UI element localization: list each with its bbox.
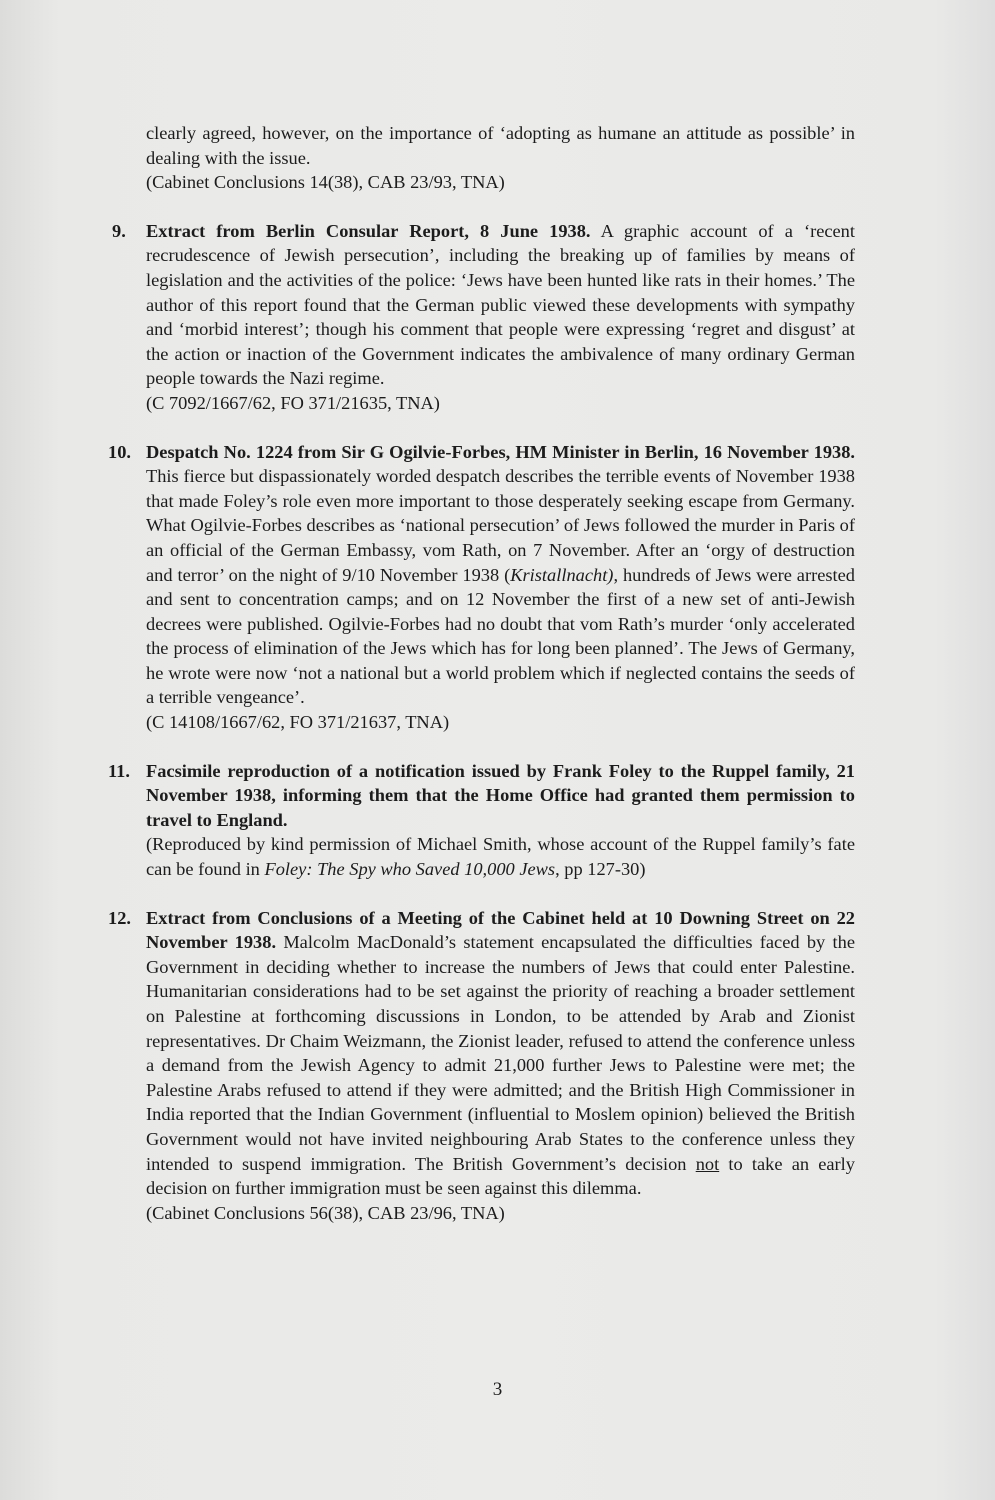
item-body: [146, 219, 855, 391]
item-heading: Extract from Berlin Consular Report, 8 June 1938.: [146, 220, 591, 241]
list-item-9: [108, 219, 855, 416]
intro-text: clearly agreed, however, on the importance of ‘adopting as humane an attitude as possible’ in dealing with the issue.: [146, 123, 855, 168]
item-reference: (C 7092/1667/62, FO 371/21635, TNA): [146, 392, 440, 413]
item-heading: Despatch No. 1224 from Sir G Ogilvie-Forbes, HM Minister in Berlin, 16 November 1938.: [146, 441, 855, 462]
item-text-italic: Kristallnacht): [510, 564, 614, 585]
intro-block: [108, 121, 855, 195]
item-note-text: (Reproduced by kind permission of Michael Smith, whose account of the Ruppel family’s fate can be found in: [146, 834, 855, 880]
item-heading: Extract from Conclusions of a Meeting of the Cabinet held at 10 Downing Street on 22 November 1938.: [146, 907, 855, 953]
list-item-11: [108, 759, 855, 882]
item-note: [146, 832, 855, 881]
book-title: Foley: The Spy who Saved 10,000 Jews: [264, 859, 556, 880]
item-number: 10.: [108, 441, 131, 462]
item-text: This fierce but dispassionately worded despatch describes the terrible events of November 1938 that made Foley’s role even more important to those desperately seeking escape from Germany. What Ogilvie-Forbes describes as ‘national persecution’ of Jews followed the murder in Paris of an official of the German Embassy, vom Rath, on 7 November. After an ‘orgy of destruction and terror’ on the night of 9/10 November 1938 (: [146, 466, 855, 585]
item-text: , hundreds of Jews were arrested and sent to concentration camps; and on 12 November the first of a new set of anti-Jewish decrees were published. Ogilvie-Forbes had no doubt that vom Rath’s murder ‘only accelerated the process of elimination of the Jews which has for long been planned’. The Jews of Germany, he wrote were now ‘not a national but a world problem which if neglected contains the seeds of a terrible vengeance’.: [146, 564, 856, 708]
item-text: to take an early decision on further immigration must be seen against this dilemma.: [146, 1153, 855, 1199]
item-body: [146, 906, 855, 1201]
list-item-10: [108, 440, 855, 735]
list-item-12: [108, 906, 855, 1226]
item-text: A graphic account of a ‘recent recrudescence of Jewish persecution’, including the breaking up of families by means of legislation and the activities of the police: ‘Jews have been hunted like rats in their homes.’ The author of this report found that the German public viewed these developments with sympathy and ‘morbid interest’; though his comment that people were expressing ‘regret and disgust’ at the action or inaction of the Government indicates the ambivalence of many ordinary German people towards the Nazi regime.: [146, 220, 855, 389]
page-number: 3: [492, 1379, 503, 1400]
item-heading: Facsimile reproduction of a notification issued by Frank Foley to the Ruppel family, 21 November 1938, informing them that the Home Office had granted them permission to travel to England.: [146, 760, 855, 830]
item-text: Malcolm MacDonald’s statement encapsulated the difficulties faced by the Government in deciding whether to increase the numbers of Jews that could enter Palestine. Humanitarian considerations had to be set against the priority of reaching a broader settlement on Palestine at forthcoming discussions in London, to be attended by Arab and Zionist representatives. Dr Chaim Weizmann, the Zionist leader, refused to attend the conference unless a demand from the Jewish Agency to admit 21,000 further Jews to Palestine were met; the Palestine Arabs refused to attend if they were admitted; and the British High Commissioner in India reported that the Indian Government (influential to Moslem opinion) believed the British Government would not have invited neighbouring Arab States to the conference unless they intended to suspend immigration. The British Government’s decision: [146, 932, 855, 1174]
item-number: 9.: [112, 220, 126, 241]
page-content: [108, 121, 855, 1225]
item-reference: (Cabinet Conclusions 56(38), CAB 23/96, TNA): [146, 1202, 505, 1223]
item-text-underlined: not: [695, 1153, 720, 1174]
item-number: 12.: [108, 907, 131, 928]
item-note-text: , pp 127-30): [555, 859, 646, 880]
intro-reference: (Cabinet Conclusions 14(38), CAB 23/93, TNA): [146, 172, 505, 193]
item-number: 11.: [108, 760, 130, 781]
item-body: [146, 440, 855, 711]
item-reference: (C 14108/1667/62, FO 371/21637, TNA): [146, 712, 450, 733]
